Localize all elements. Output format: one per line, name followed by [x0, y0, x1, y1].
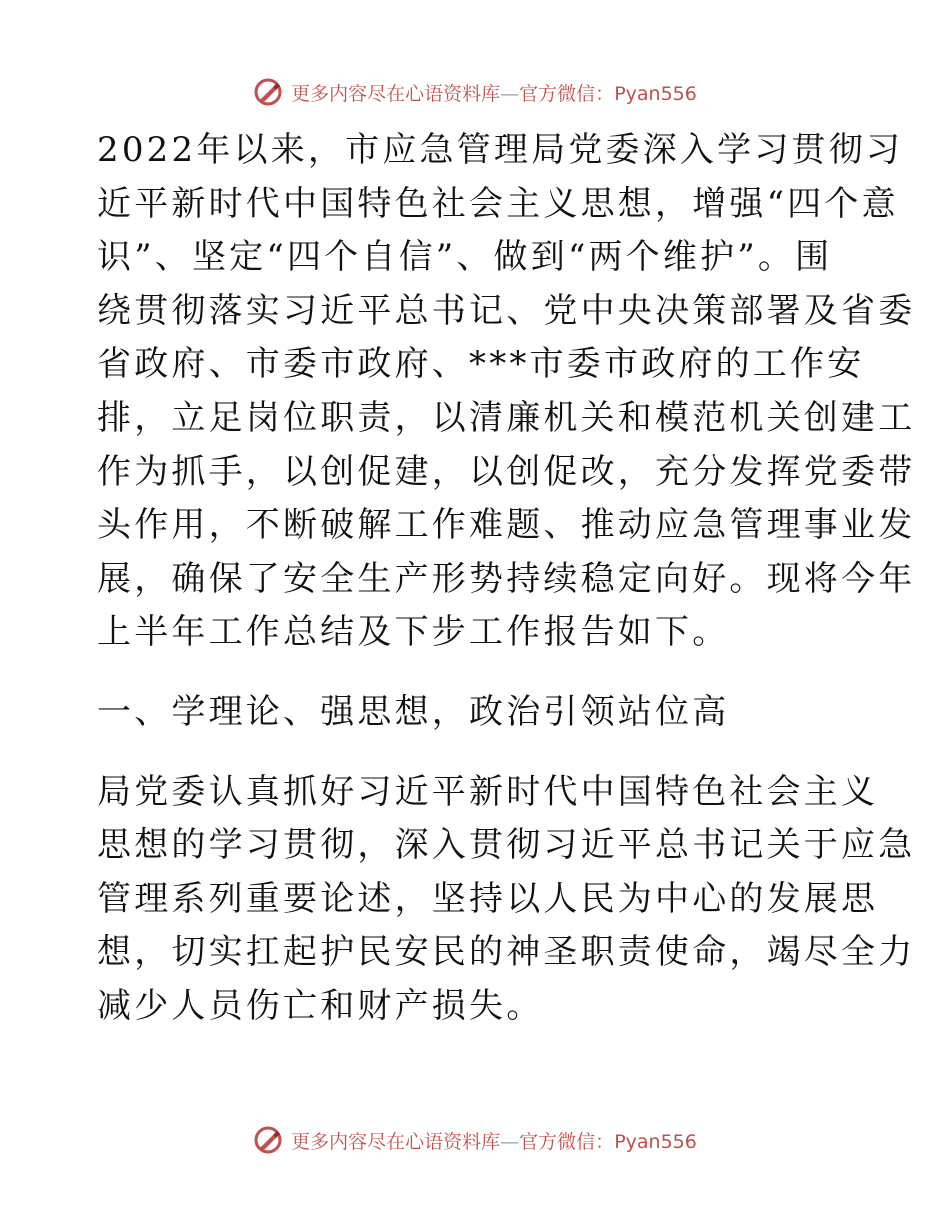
text-line: 展，确保了安全生产形势持续稳定向好。现将今年: [97, 558, 916, 599]
text-line: 思想的学习贯彻，深入贯彻习近平总书记关于应急: [97, 825, 916, 866]
text-line: 头作用，不断破解工作难题、推动应急管理事业发: [97, 505, 916, 546]
text-line: 2022年以来，市应急管理局党委深入学习贯彻习: [97, 130, 904, 170]
watermark-wechat-label: 官方微信：: [519, 82, 615, 105]
text-line: 想，切实扛起护民安民的神圣职责使命，竭尽全力: [97, 932, 916, 973]
text-line: 排，立足岗位职责，以清廉机关和模范机关创建工: [97, 397, 916, 438]
text-line: 管理系列重要论述，坚持以人民为中心的发展思: [97, 878, 879, 919]
text-line: 识”、坚定“四个自信”、做到“两个维护”。围: [97, 237, 833, 278]
text-line: 减少人员伤亡和财产损失。: [97, 985, 544, 1026]
text-line: 局党委认真抓好习近平新时代中国特色社会主义: [97, 771, 879, 812]
watermark-wechat-id: Pyan556: [614, 82, 697, 105]
footer-watermark: [0, 1120, 950, 1160]
watermark-wechat-label: 官方微信：: [519, 1130, 615, 1153]
watermark-main-text: 更多内容尽在心语资料库: [291, 1130, 501, 1153]
section-heading: [97, 686, 857, 740]
text-line: 作为抓手，以创促建，以创促改，充分发挥党委带: [97, 451, 916, 492]
watermark-text: [291, 1127, 697, 1154]
section-paragraph: [97, 766, 916, 1034]
header-watermark: [0, 72, 950, 112]
text-line: 上半年工作总结及下步工作报告如下。: [97, 612, 730, 653]
section-heading-text: 一、学理论、强思想，政治引领站位高: [97, 691, 730, 732]
watermark-main-text: 更多内容尽在心语资料库: [291, 82, 501, 105]
watermark-text: [291, 79, 697, 106]
document-body: [97, 124, 916, 1034]
text-line: 省政府、市委市政府、***市委市政府的工作安: [97, 344, 865, 385]
intro-paragraph: [97, 124, 916, 660]
text-line: 近平新时代中国特色社会主义思想，增强“四个意: [97, 183, 899, 224]
watermark-dash: —: [500, 82, 520, 105]
watermark-dash: —: [500, 1130, 520, 1153]
text-line: 绕贯彻落实习近平总书记、党中央决策部署及省委: [97, 290, 916, 331]
pen-logo-icon: [253, 1125, 283, 1155]
watermark-wechat-id: Pyan556: [614, 1130, 697, 1153]
pen-logo-icon: [253, 77, 283, 107]
